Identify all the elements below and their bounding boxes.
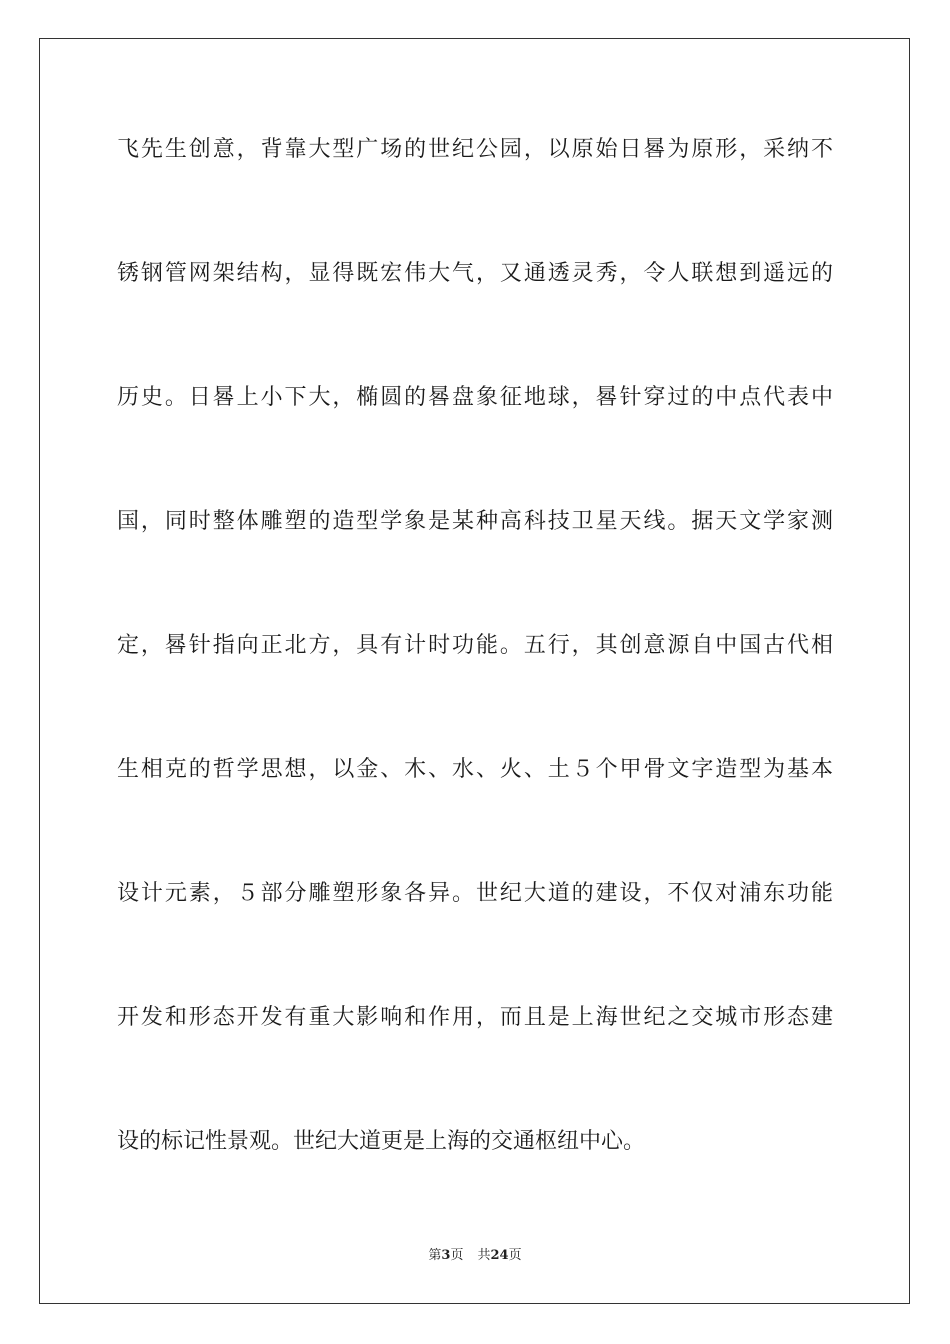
total-pages: 24 [490,1248,509,1263]
page-prefix: 第 [428,1248,442,1263]
body-line-9: 设的标记性景观。世纪大道更是上海的交通枢纽中心。 [117,1129,646,1154]
body-line-1: 飞先生创意，背靠大型广场的世纪公园，以原始日晷为原形，采纳不 [117,137,833,162]
body-line-5: 定，晷针指向正北方，具有计时功能。五行，其创意源自中国古代相 [117,633,833,658]
page-suffix: 页 [450,1248,464,1263]
body-line-6: 生相克的哲学思想，以金、木、水、火、土５个甲骨文字造型为基本 [117,757,833,782]
page-number: 3 [441,1248,451,1263]
body-line-2: 锈钢管网架结构，显得既宏伟大气，又通透灵秀，令人联想到遥远的 [117,261,833,286]
page-border [39,38,910,1304]
body-line-4: 国，同时整体雕塑的造型学象是某种高科技卫星天线。据天文学家测 [117,509,833,534]
total-suffix: 页 [508,1248,522,1263]
page-footer [0,1247,950,1265]
body-line-3: 历史。日晷上小下大，椭圆的晷盘象征地球，晷针穿过的中点代表中 [117,385,833,410]
total-prefix: 共 [477,1248,491,1263]
body-line-7: 设计元素，５部分雕塑形象各异。世纪大道的建设，不仅对浦东功能 [117,881,833,906]
body-line-8: 开发和形态开发有重大影响和作用，而且是上海世纪之交城市形态建 [117,1005,833,1030]
